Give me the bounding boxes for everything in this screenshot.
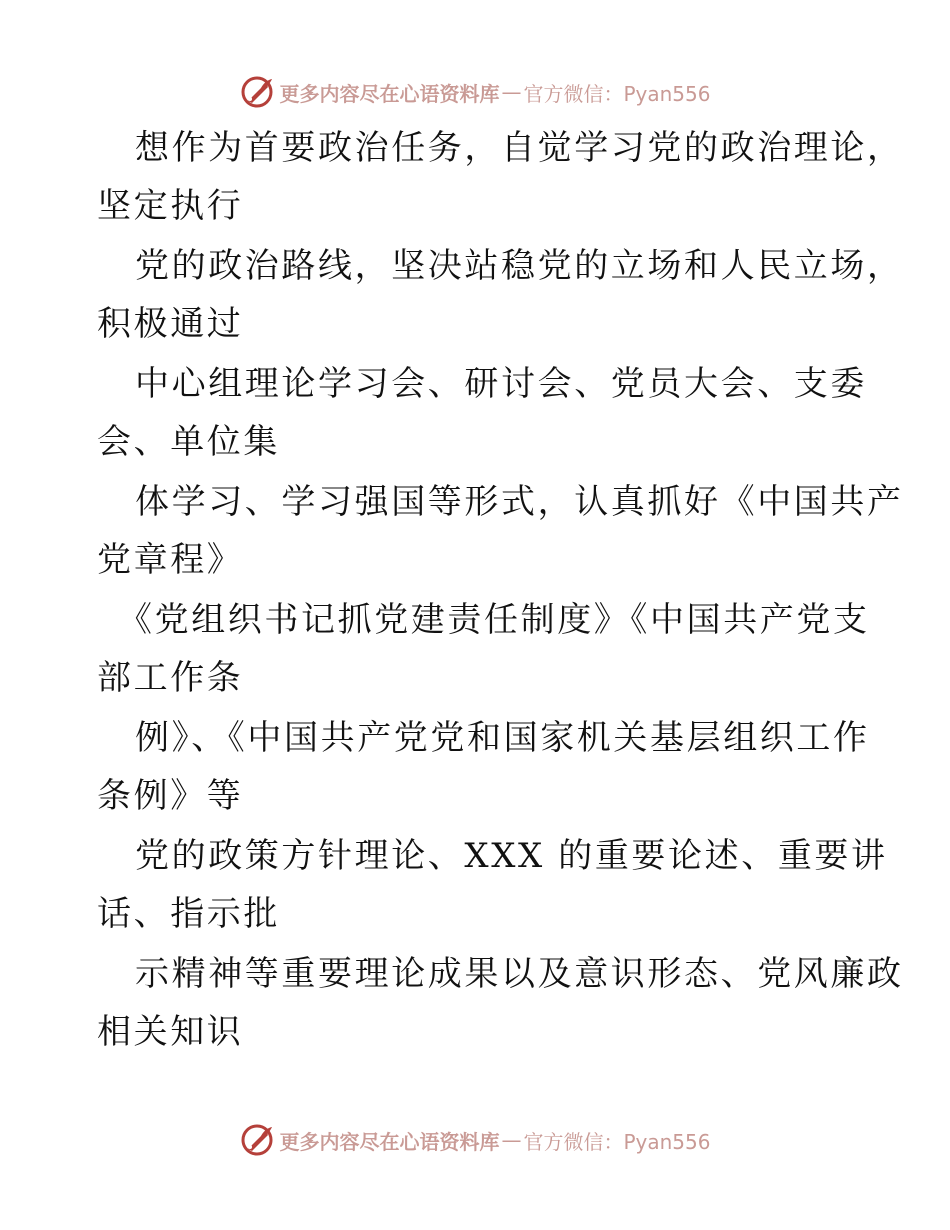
paragraph-line: 党章程》 (97, 540, 244, 580)
watermark-separator: — (501, 1128, 522, 1152)
paragraph-line: 示精神等重要理论成果以及意识形态、党风廉政 (135, 954, 904, 994)
paragraph-line: 坚定执行 (97, 186, 244, 226)
paragraph-line: 党的政治路线，坚决站稳党的立场和人民立场， (135, 246, 904, 286)
paragraph-line: 会、单位集 (97, 422, 280, 462)
paragraph-line: 《党组织书记抓党建责任制度》《中国共产党支 (118, 600, 870, 640)
paragraph-line: 部工作条 (97, 658, 244, 698)
paragraph-line: 中心组理论学习会、研讨会、党员大会、支委 (135, 364, 867, 404)
quill-logo-icon (239, 1122, 275, 1158)
paragraph-line: 党的政策方针理论、XXX 的重要论述、重要讲 (135, 836, 888, 876)
paragraph-line: 条例》等 (97, 776, 244, 816)
watermark-text: 更多内容尽在心语资料库 (279, 1129, 500, 1154)
watermark-separator: — (501, 80, 522, 104)
header-watermark (0, 72, 950, 112)
paragraph-line: 想作为首要政治任务，自觉学习党的政治理论， (135, 128, 904, 168)
paragraph-line: 体学习、学习强国等形式，认真抓好《中国共产 (135, 482, 904, 522)
footer-watermark (0, 1120, 950, 1160)
paragraph-line: 话、指示批 (97, 894, 280, 934)
watermark-text: 更多内容尽在心语资料库 (279, 81, 500, 106)
paragraph-line: 例》、《中国共产党党和国家机关基层组织工作 (135, 718, 870, 758)
watermark-account: 官方微信：Pyan556 (523, 81, 711, 106)
paragraph-line: 积极通过 (97, 304, 244, 344)
watermark-account: 官方微信：Pyan556 (523, 1129, 711, 1154)
paragraph-line: 相关知识 (97, 1012, 244, 1052)
quill-logo-icon (239, 74, 275, 110)
